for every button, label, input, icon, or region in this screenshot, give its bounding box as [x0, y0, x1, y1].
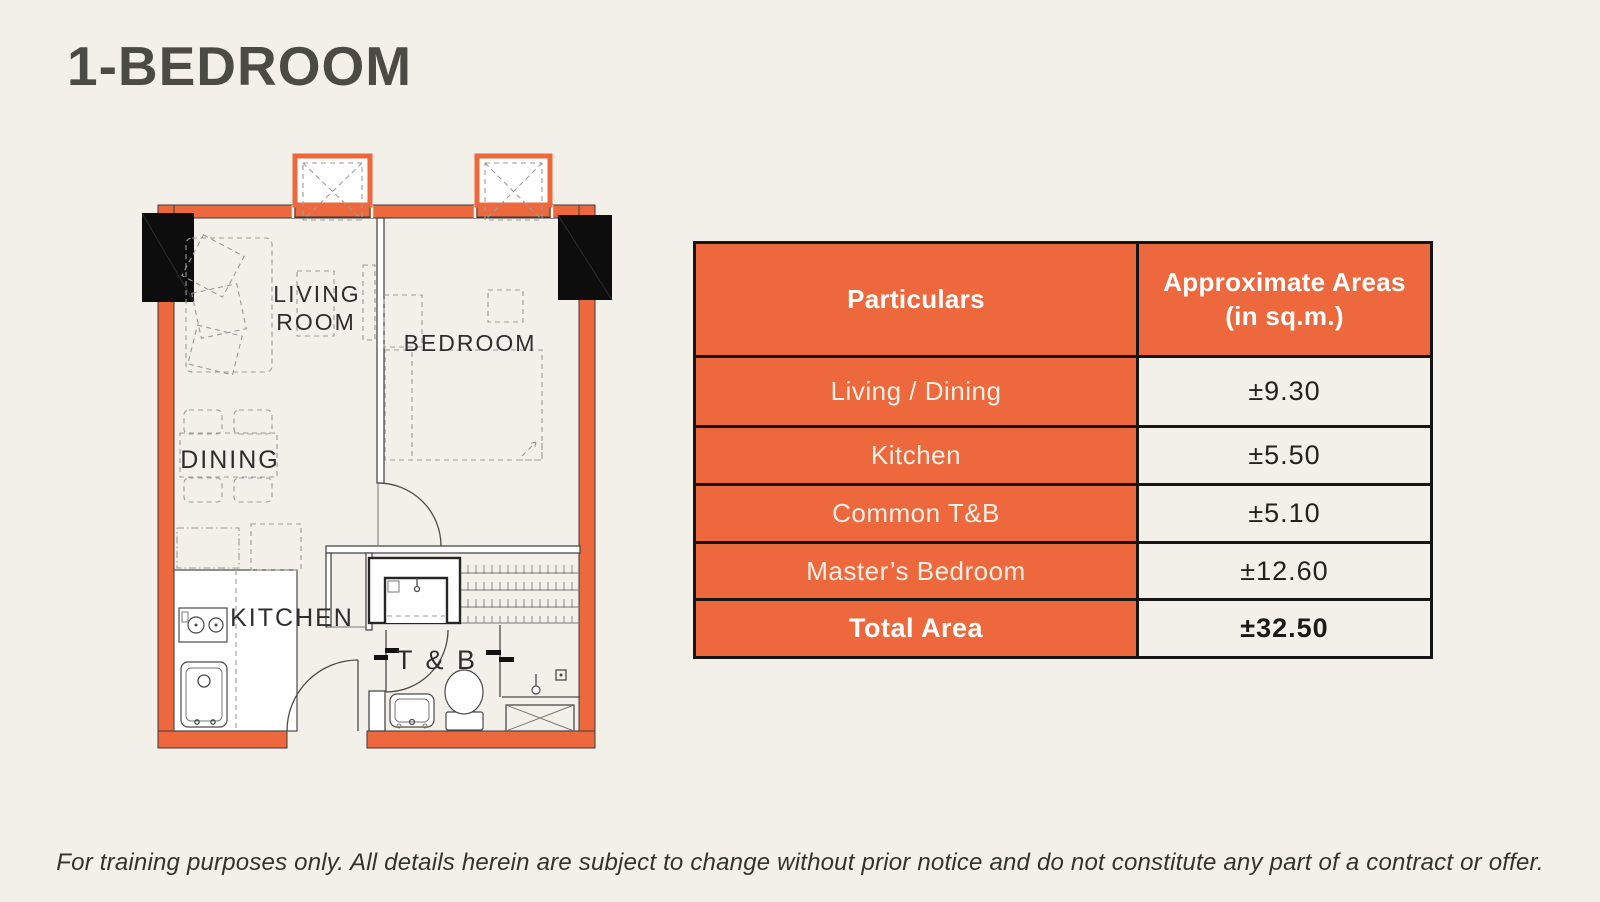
row-label-living-dining: Living / Dining — [695, 357, 1138, 427]
tv-console — [363, 265, 375, 340]
table-row — [695, 543, 1432, 600]
kitchen-cabinet — [177, 528, 239, 568]
row-value-masters-bedroom: ±12.60 — [1138, 543, 1432, 600]
header-areas-line2: (in sq.m.) — [1225, 300, 1344, 331]
shower — [502, 670, 580, 731]
bedroom-closet — [460, 557, 580, 623]
toilet — [445, 670, 483, 730]
table-total-row — [695, 600, 1432, 658]
table-row — [695, 427, 1432, 485]
kitchen-sink — [181, 662, 227, 727]
label-kitchen: KITCHEN — [230, 604, 354, 632]
header-approximate-areas — [1138, 243, 1432, 357]
table-row — [695, 485, 1432, 543]
bed — [385, 350, 542, 460]
page-title: 1-BEDROOM — [67, 35, 413, 97]
row-label-masters-bedroom: Master’s Bedroom — [695, 543, 1138, 600]
sofa — [182, 235, 272, 375]
row-label-kitchen: Kitchen — [695, 427, 1138, 485]
row-value-common-tb: ±5.10 — [1138, 485, 1432, 543]
row-label-common-tb: Common T&B — [695, 485, 1138, 543]
label-living-room-line2: ROOM — [276, 309, 356, 335]
refrigerator — [251, 524, 301, 570]
entrance-door — [287, 660, 358, 731]
disclaimer-text: For training purposes only. All details herein are subject to change without prior notice and do not constitute any part of a contract or offer. — [56, 849, 1544, 876]
label-dining: DINING — [180, 446, 280, 474]
row-value-kitchen: ±5.50 — [1138, 427, 1432, 485]
table-row — [695, 357, 1432, 427]
table-header-row — [695, 243, 1432, 357]
stove — [179, 608, 227, 642]
header-particulars: Particulars — [695, 243, 1138, 357]
nightstand — [488, 290, 523, 322]
areas-table — [693, 241, 1433, 659]
total-area-value: ±32.50 — [1138, 600, 1432, 658]
header-areas-line1: Approximate Areas — [1163, 266, 1406, 297]
label-toilet-bath: T & B — [395, 645, 479, 675]
lavatory — [390, 694, 434, 728]
bedroom-door — [378, 483, 441, 546]
total-area-label: Total Area — [695, 600, 1138, 658]
label-bedroom: BEDROOM — [403, 330, 537, 356]
utility-enclosure — [369, 558, 460, 623]
row-value-living-dining: ±9.30 — [1138, 357, 1432, 427]
structural-column-right — [558, 215, 612, 300]
label-living-room-line1: LIVING — [273, 281, 361, 307]
